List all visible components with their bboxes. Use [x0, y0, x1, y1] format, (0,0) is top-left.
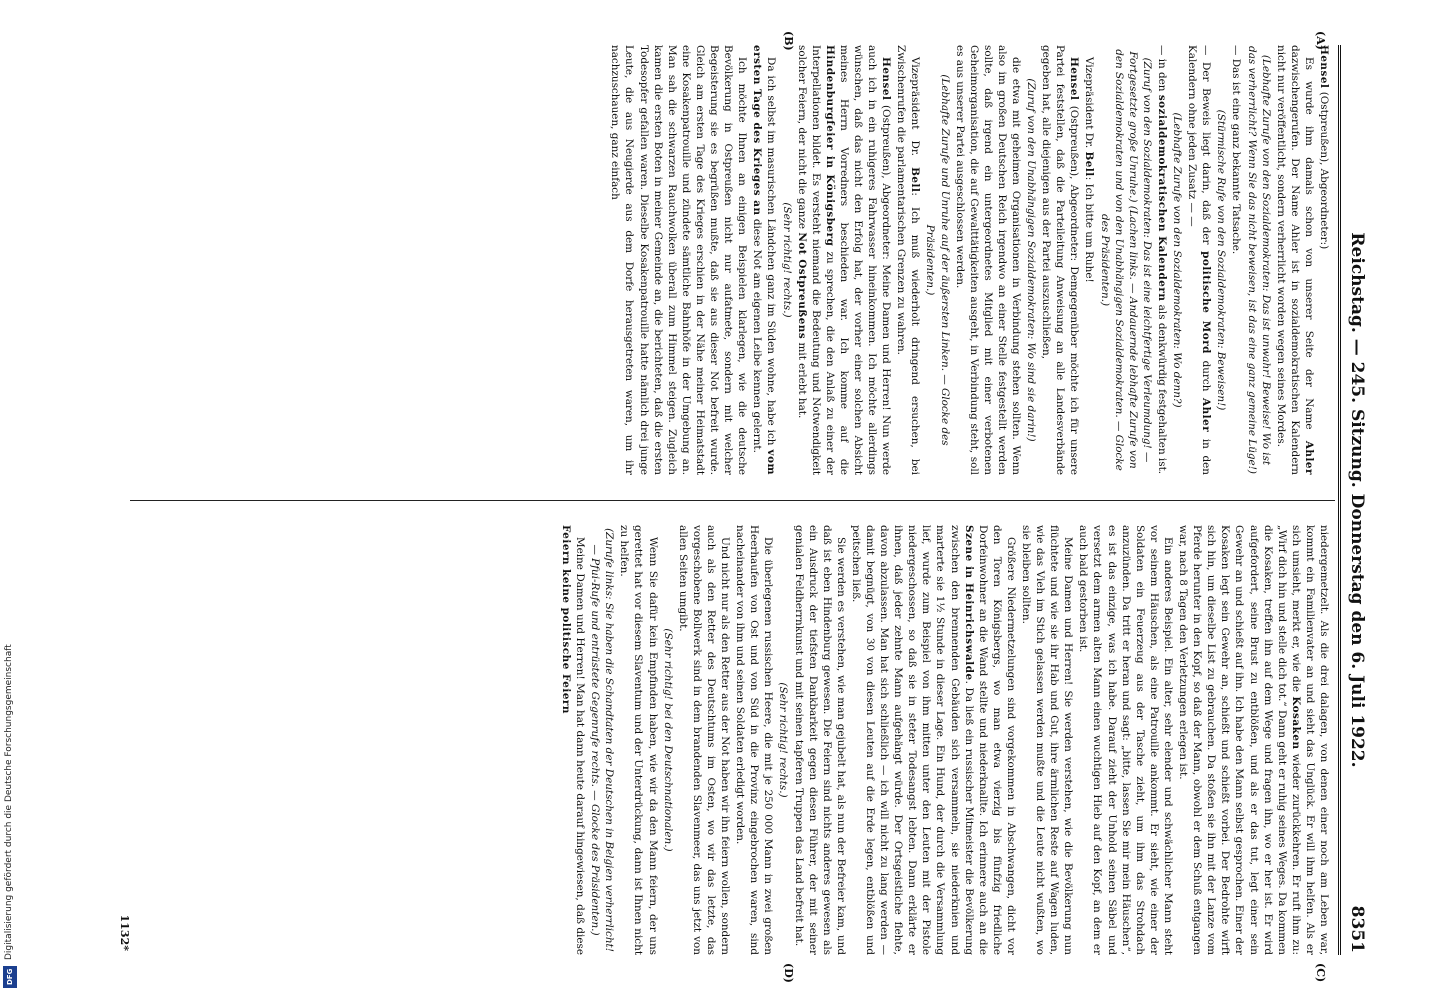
- margin-mark-b: (B): [782, 31, 795, 51]
- paragraph: [1170, 45, 1184, 475]
- column-divider: [130, 500, 1335, 501]
- paragraph: [849, 525, 1018, 955]
- paragraph: [894, 45, 922, 475]
- text-run: (Lebhafte Zurufe von den Sozialdemokraten: Wo denn?): [1171, 112, 1184, 408]
- text-run: Und nicht nur als den Retter aus der Not haben wir ihn feiern wollen, sondern auch als den Retter des Deutschtums im Osten, wo wir das letzte, das vorgeschobene Bollwerk sind in dem brandenden Slavenmeer, das uns jetzt von allen Seiten umgibt.: [676, 525, 732, 955]
- paragraph: [923, 45, 951, 475]
- text-run: Meine Damen und Herren! Man hat dann heute darauf hingewiesen, daß diese: [574, 537, 587, 955]
- text-run: zu sprechen, die den Anlaß zu einer der Interpellationen bildet. Es versteht niemand die Bedeutung und Notwendigkeit solcher Feiern, der nicht die ganze: [795, 45, 836, 475]
- text-run: als denkwürdig festgehalten ist.: [1155, 301, 1168, 475]
- text-run: : Ich bitte um Ruhe!: [1083, 176, 1096, 283]
- rotated-page: [100, 31, 1375, 983]
- paragraph: [1229, 45, 1243, 475]
- text-run: (Sehr richtig! rechts.): [780, 202, 793, 318]
- text-run: in den Kalendern ohne jeden Zusatz — —: [1186, 45, 1213, 475]
- text-run: Es wurde ihm damals schon von unserer Seite der Name: [1302, 57, 1315, 441]
- text-run: durch: [1200, 353, 1213, 399]
- emphasized-text: Not Ostpreußens: [795, 232, 808, 340]
- paragraph: [791, 525, 847, 955]
- emphasized-text: Hindenburgfeier in Königsberg: [823, 45, 836, 247]
- paragraph: [608, 45, 749, 475]
- funding-note: Digitalisierung gefördert durch die Deutsche Forschungsgemeinschaft: [4, 644, 14, 960]
- emphasized-text: Bell: [909, 167, 922, 193]
- text-run: wieder zurückkehren. Er ruft ihm zu: „Wirf dich hin und stelle dich tot.“ Dann geht er ruhig seines Weges. Da kommen die Kosaken, treffen ihn auf dem Wege und fragen ihn, wo er her ist. Er wird aufgefordert, seine Brust zu entblößen, und als er das tut, legt einer sein Gewehr an und schießt auf ihn. Ich habe den Mann selbst gesprochen. Einer der Kosaken legt sein Gewehr an, schießt und schießt vorbei. Der Bedrohte wirft sich hin, um dieselbe List zu gebrauchen. Da stoßen sie ihn mit der Lanze vom Pferde herunter in den Kopf, so daß der Mann, obwohl er dem Schuß entgangen war, nach 8 Tagen den Verletzungen erlegen ist.: [1177, 525, 1302, 955]
- paragraph: [779, 45, 793, 475]
- paragraph: [1176, 525, 1331, 955]
- right-text-column: [141, 525, 1331, 955]
- paragraph: [1024, 45, 1038, 475]
- text-run: Sie werden es verstehen, wie man gejubelt hat, als nun der Befreier kam, und daß ist eben Hindenburg gewesen. Die Feiern sind nichts anderes gewesen als ein Ausdruck der tiefsten Dankbarkeit gegen diesen Führer, der mit seiner genialen Feldherrnkunst und mit seinen tapferen Truppen das Land befreit hat.: [792, 525, 847, 955]
- page-header: [1341, 45, 1375, 955]
- paragraph: [588, 525, 616, 955]
- text-run: Meine Damen und Herren! Sie werden verstehen, wie die Bevölkerung nun flüchtete und wie sie ihr Hab und Gut, ihre ärmlichen Reste auf Wagen luden, wie das Vieh im Stich gelassen werden mußte und die Leute nicht wußten, wo sie bleiben sollten.: [1020, 525, 1075, 955]
- text-run: — in den: [1155, 45, 1168, 95]
- text-run: (Lebhafte Zurufe von den Sozialdemokraten: Das ist unwahr! Beweise! Wo ist das verherrlicht? Wenn Sie das nicht beweisen, ist das eine ganz gemeine Lüge!): [1245, 46, 1272, 474]
- margin-mark-a: (A): [1314, 31, 1327, 50]
- text-run: (Zuruf von den Unabhängigen Sozialdemokraten: Wo sind sie darin!): [1025, 78, 1038, 442]
- emphasized-text: Feiern keine politische Feiern: [560, 525, 573, 714]
- margin-mark-c: (C): [1314, 963, 1327, 983]
- emphasized-text: Bell: [1083, 151, 1096, 177]
- text-run: (Zurufe links: Sie haben die Schandtaten der Deutschen in Belgien verherrlicht! — Pfui-Rufe und entrüstete Gegenrufe rechts. — Glocke des Präsidenten.): [589, 528, 616, 952]
- text-run: Ein anderes Beispiel. Ein alter, sehr elender und schwächlicher Mann steht vor seinem Häuschen, als eine Patrouille ankommt. Er sieht, wie einer der Soldaten ein Feuerzeug aus der Tasche zieht, um ihm das Strohdach anzuzünden. Da tritt er heran und sagt: „bitte, lassen Sie mir mein Häuschen“, es ist das einzige, was ich habe. Darauf zieht der Unhold seinen Säbel und versetzt dem armen alten Mann einen wuchtigen Hieb auf den Kopf, an dem er auch bald gestorben ist.: [1077, 525, 1174, 955]
- text-run: Vizepräsident Dr.: [1083, 57, 1096, 152]
- margin-mark-d: (D): [782, 963, 795, 983]
- paragraph: [733, 525, 775, 955]
- emphasized-text: Ahler: [1302, 440, 1315, 475]
- dfg-logo: DFG: [3, 966, 17, 988]
- text-run: Vizepräsident Dr.: [909, 57, 922, 168]
- emphasized-text: Hensel: [1068, 57, 1081, 101]
- page-number: 8351: [1347, 905, 1367, 953]
- text-run: — Der Beweis liegt darin, daß der: [1200, 45, 1213, 252]
- text-run: Größere Niedermetzelungen sind vorgekommen in Abschwangen, dicht vor den Toren Königsbergs, wo man etwa vierzig bis fünfzig friedliche Dorfeinwohner an die Wand stellte und niederknallte. Ich erinnere auch an die: [976, 525, 1017, 955]
- paragraph: [1244, 45, 1272, 475]
- text-run: (Ostpreußen), Abgeordneter: Meine Damen und Herren! Nun werde auch ich in ein ruhigeres Fahrwasser hineinkommen. Ich möchte allerdings wünschen, daß das nicht den Erfolg hat, der vorher einer solchen Absicht meines Herrn Vorredners beschieden war. Ich komme auf die: [837, 45, 893, 475]
- text-run: (Sehr richtig! rechts.): [777, 682, 790, 798]
- text-run: — Das ist eine ganz bekannte Tatsache.: [1230, 45, 1243, 255]
- emphasized-text: Szene in Heinrichswalde: [962, 525, 975, 681]
- page-footer-number: 1132*: [118, 914, 131, 951]
- text-run: (Lebhafte Zurufe und Unruhe auf der äußersten Linken. — Glocke des Präsidenten.): [924, 74, 951, 446]
- text-run: (Zuruf von den Sozialdemokraten: Das ist eine leichtfertige Verleumdung! — Fortgesetzte große Unruhe.) (Lachen links. — Andauernde lebhafte Zurufe von den Sozialdemokraten und von den Unabhängigen Sozialdemokraten. — Glocke des Präsidenten.): [1098, 49, 1153, 471]
- paragraph: [617, 525, 659, 955]
- emphasized-text: politische Mord: [1200, 251, 1213, 354]
- paragraph: [676, 525, 732, 955]
- paragraph: [559, 525, 587, 955]
- text-run: Wenn Sie dafür kein Empfinden haben, wie wir da den Mann feiern, der uns gerettet hat vor diesem Slaventum und der Unterdrückung, dann ist Ihnen nicht zu helfen.: [618, 525, 659, 955]
- text-run: (Ostpreußen), Abgeordneter:): [1318, 88, 1330, 250]
- paragraph: [1155, 45, 1169, 475]
- paragraph: [795, 45, 894, 475]
- paragraph: [953, 45, 1023, 475]
- emphasized-text: Hensel: [880, 57, 893, 101]
- paragraph: [1082, 45, 1096, 475]
- paragraph: [750, 45, 778, 475]
- paragraph: [776, 525, 790, 955]
- text-run: diese Not am eigenen Leibe kennen gelernt.: [751, 215, 764, 453]
- text-run: Die überlegenen russischen Heere, die mit je 250 000 Mann in zwei großen Heerhaufen von Ost und von Süd in die Provinz eingebrochen waren, sind nacheinander von ihm und seinen Soldaten erledigt worden.: [734, 525, 775, 955]
- footer-strip: [0, 0, 20, 1000]
- left-text-column: [141, 45, 1331, 475]
- text-run: mit erlebt hat.: [795, 339, 808, 419]
- emphasized-text: vom ersten Tage des Krieges an: [751, 45, 778, 475]
- text-run: Ich möchte Ihnen an einigen Beispielen klarlegen, wie die deutsche Bevölkerung in Ostpreußen nicht nur aufatmete, sondern mit welcher Begeisterung sie es begrüßen mußte, daß sie aus dieser Not befreit wurde. Gleich am ersten Tage des Krieges erschien in der Nähe meiner Heimatstadt eine Kosakenpatrouille und zündete sämtliche Bahnhöfe in der Umgebung an. Man sah die schwarzen Rauchwolken überall zum Himmel steigen. Zugleich kamen die ersten Boten in meiner Gemeinde an, die berichteten, daß die ersten Todesopfer gefallen waren. Dieselbe Kosakenpatrouille hatte nämlich drei junge Leute, die aus Neugierde aus dem Dorfe herausgetreten waren, um ihr nachzuschauen, ganz einfach: [609, 45, 749, 475]
- text-run: : Ich muß wiederholt dringend ersuchen, bei Zwischenrufen die parlamentarischen Grenzen zu wahren.: [895, 45, 922, 475]
- paragraph: [1274, 45, 1316, 475]
- text-run: niedergemetzelt. Als die drei dalagen, von denen einer noch am Leben war, kommt ein Familienvater an und sieht das Unglück. Er will ihm helfen. Als er sich umsieht, merkt er, wie die: [1289, 525, 1330, 955]
- emphasized-text: sozialdemokratischen Kalendern: [1155, 94, 1168, 302]
- paragraph: [661, 525, 675, 955]
- paragraph: [1098, 45, 1154, 475]
- paragraph: [1317, 45, 1331, 475]
- header-title: Reichstag. — 245. Sitzung. Donnerstag den 6. Juli 1922.: [1347, 232, 1367, 768]
- emphasized-text: Ahler: [1200, 398, 1213, 433]
- scanned-page-area: [100, 31, 1375, 983]
- paragraph: [1214, 45, 1228, 475]
- text-run: die etwa mit geheimen Organisationen in Verbindung stehen sollten. Wenn also im großen Deutschen Reich irgendwo an einer Stelle festgestellt werden sollte, daß irgend ein untergeordnetes Mitglied mit einer verbotenen Geheimorganisation, die auf Gewalttätigkeiten ausgeht, in Verbindung steht, soll es aus unserer Partei ausgeschlossen werden.: [953, 45, 1023, 475]
- header-rule: [1338, 45, 1341, 955]
- text-run: . Da ließ ein russischer Mitmeister die Bevölkerung zwischen den brennenden Gebäuden sich versammeln, sie niederknien und marterte sie 1½ Stunde in dieser Lage. Ein Hund, der durch die Versammlung lief, wurde zum Beispiel von ihm mitten unter den Leuten mit der Pistole niedergeschossen, so daß sie in steter Todesangst lebten. Dann erklärte er ihnen, daß jeder zehnte Mann aufgehängt würde. Der Ortsgeistliche flehte, davon abzulassen. Man hat sich schließlich — ich will nicht zu lang werden — damit begnügt, von 30 von diesen Leuten auf die Erde legen, entblößen und peitschen ließ.: [849, 525, 975, 955]
- paragraph: [1019, 525, 1075, 955]
- emphasized-text: Kosaken: [1289, 696, 1302, 750]
- text-run: Da ich selbst im masurischen Ländchen ganz im Süden wohne, habe ich: [765, 57, 778, 450]
- text-run: (Stürmische Rufe von den Sozialdemokraten: Beweisen!): [1215, 109, 1228, 411]
- text-run: dazwischengerufen. Der Name Ahler ist in sozialdemokratischen Kalendern nicht nur veröffentlicht, sondern verherrlicht worden wegen seines Mordes.: [1274, 45, 1301, 475]
- text-run: (Ostpreußen), Abgeordneter: Demgegenüber möchte ich für unsere Partei feststellen, daß die Parteileitung Anweisung an alle Landesverbände gegeben hat, alle diejenigen aus der Partei auszuschließen,: [1040, 45, 1081, 475]
- paragraph: [1076, 525, 1175, 955]
- text-run: (Sehr richtig! bei den Deutschnationalen.): [661, 628, 674, 852]
- paragraph: [1039, 45, 1081, 475]
- paragraph: [1185, 45, 1213, 475]
- emphasized-text: Hensel: [1318, 45, 1330, 89]
